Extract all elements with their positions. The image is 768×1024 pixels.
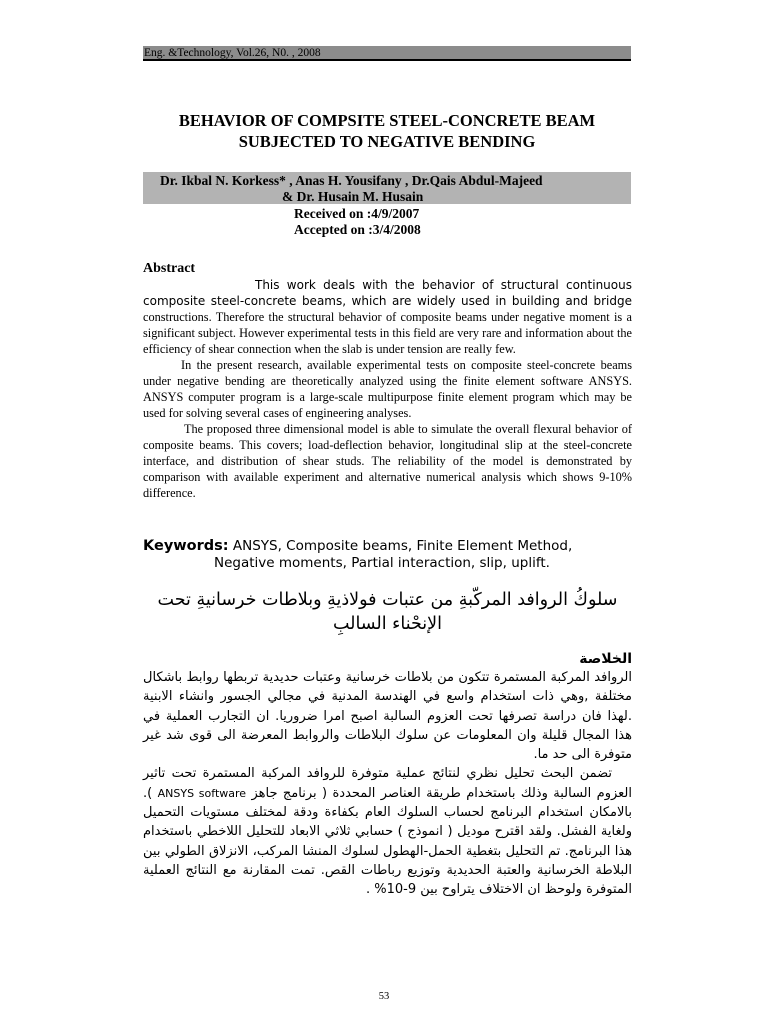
keywords-label: Keywords: [143,538,229,554]
abstract-paragraph-1-start: This work deals with the behavior of structural continuous composite steel-concrete beams, which are widely used in building and bridge [143,278,632,308]
abstract-paragraph-1-rest: constructions. Therefore the structural behavior of composite beams under negative moment is a significant subject. However experimental tests in this field are very rare and information about the efficiency of shear connection when the slab is under tension are really few. [143,310,632,356]
arabic-title-line-2: الإنحْناء السالبِ [332,614,443,634]
journal-header: Eng. &Technology, Vol.26, N0. , 2008 [143,46,631,61]
page-number: 53 [378,991,390,1002]
keywords [143,538,632,572]
abstract-paragraph-3: The proposed three dimensional model is able to simulate the overall flexural behavior of composite beams. This covers; load-deflection behavior, longitudinal slip at the steel-concrete interface, and distribution of shear studs. The reliability of the model is demonstrated by comparison with available experiment and alternative numerical analysis which shows 9-10% difference. [143,422,632,500]
title-line-1: BEHAVIOR OF COMPSITE STEEL-CONCRETE BEAM [178,111,596,130]
authors-line-2: & Dr. Husain M. Husain [282,189,424,204]
submission-dates [294,206,421,238]
received-date: Received on :4/9/2007 [294,206,420,221]
arabic-paragraph-2-end: ). بالامكان استخدام البرنامج لحساب السلوك العام بكفاءة ودقة لمختلف مستويات التحميل ولغاية الفشل. ولقد اقترح موديل ( انموذج ) حسابي ثلاثي الابعاد للتحليل اللاخطي باستخدام هذا البرنامج. تم التحليل بتغطية الحمل-الهطول لسلوك المنشا المركب، الانزلاق الطولي بين البلاطة الخرسانية والعتبة الحديدية وتوزيع رباطات القص. تمت المقارنة مع النتائج العملية المتوفرة ولوحظ ان الاختلاف يتراوح بين 9-10% . [143,785,632,898]
authors [143,173,631,205]
arabic-title [143,588,632,636]
abstract-paragraph-2: In the present research, available experimental tests on composite steel-concrete beams under negative bending are theoretically analyzed using the finite element software ANSYS. ANSYS computer program is a large-scale multipurpose finite element program which may be used for solving several cases of engineering analyses. [143,358,632,420]
accepted-date: Accepted on :3/4/2008 [294,222,421,237]
title-line-2: SUBJECTED TO NEGATIVE BENDING [238,132,536,151]
arabic-paragraph-1: الروافد المركبة المستمرة تتكون من بلاطات خرسانية وعتبات حديدية تربطها روابط باشكال مختلفة ,وهي ذات استخدام واسع في الهندسة المدنية في مجالي الجسور وانشاء الابنية .لهذا فان دراسة تصرفها تحت العزوم السالبة اصبح امرا ضروريا. ان التجارب العملية في هذا المجال قليلة وان المعلومات عن سلوك البلاطات والروابط المعرضة الى قوى شد غير متوفرة الى حد ما. [143,670,632,763]
arabic-paragraph-2-start: تضمن البحث تحليل نظري لنتائج عملية متوفرة للروافد المركبة المستمرة تحت تاثير العزوم السالبة وذلك باستخدام طريقة العناصر المحددة ( برنامج جاهز [143,766,632,801]
arabic-title-line-1: سلوكُ الروافد المركّبةِ من عتبات فولاذيةِ وبلاطات خرسانيةِ تحت [157,590,618,610]
authors-line-1: Dr. Ikbal N. Korkess* , Anas H. Yousifany , Dr.Qais Abdul-Majeed [160,173,543,188]
arabic-paragraph-2 [143,764,632,899]
arabic-abstract-body [143,668,632,900]
keywords-line-2: Negative moments, Partial interaction, slip, uplift. [214,555,550,571]
arabic-paragraph-2-software: ANSYS software [157,786,247,800]
paper-title [143,110,631,152]
abstract-heading: Abstract [143,261,196,276]
arabic-abstract-heading: الخلاصة [579,651,632,667]
keywords-line-1: ANSYS, Composite beams, Finite Element Method, [228,538,573,554]
abstract-body [143,277,632,501]
abstract-paragraph-1 [143,277,632,357]
